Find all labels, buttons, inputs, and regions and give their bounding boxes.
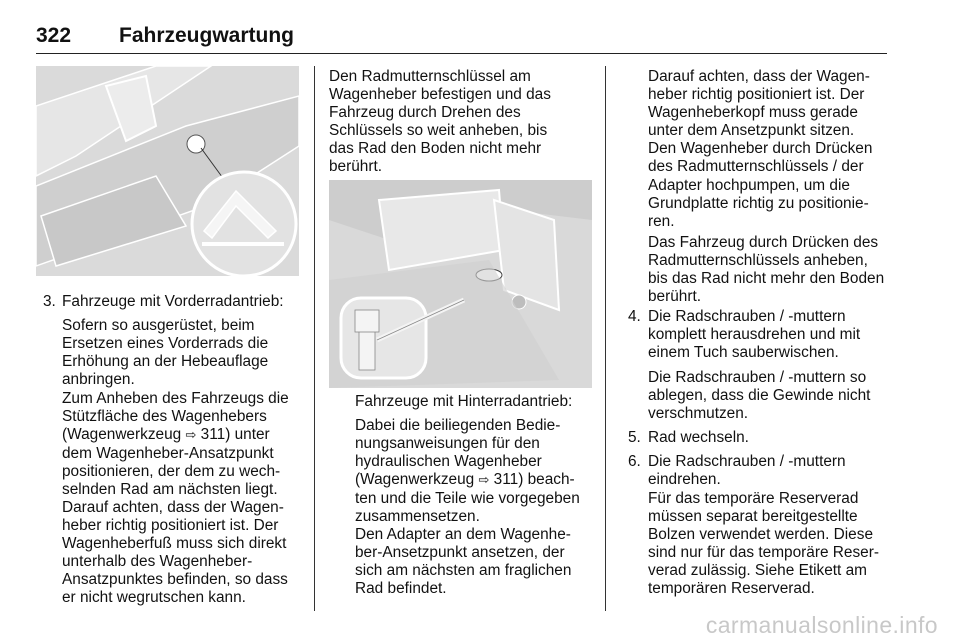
step-5-number: 5. bbox=[628, 429, 641, 446]
page-number: 322 bbox=[36, 24, 72, 47]
col1-paragraph-3: Darauf achten, dass der Wagen- heber richtig positioniert ist. Der Wagenheberfuß muss sich direkt unterhalb des Wagenheber- Ansatzpunktes befinden, so dass er nicht wegrutschen kann. bbox=[62, 499, 288, 607]
watermark: carmanualsonline.info bbox=[705, 612, 938, 638]
column-divider bbox=[314, 66, 315, 611]
step-3-title: Fahrzeuge mit Vorderradantrieb: bbox=[62, 293, 284, 310]
col1-paragraph-1: Sofern so ausgerüstet, beim Ersetzen eines Vorderrads die Erhöhung an der Hebeauflage anbringen. bbox=[62, 317, 269, 389]
step-3-number: 3. bbox=[43, 293, 56, 310]
step-4-text: Die Radschrauben / -muttern komplett herausdrehen und mit einem Tuch sauberwischen. bbox=[648, 308, 861, 362]
page-header bbox=[36, 20, 887, 54]
reference-arrow-icon: ⇨ bbox=[478, 473, 490, 489]
col1-paragraph-2: Zum Anheben des Fahrzeugs die Stützfläche des Wagenhebers (Wagenwerkzeug ⇨ 311) unter dem Wagenheber-Ansatzpunkt positionieren, der dem zu wech- selnden Rad am nächsten liegt. bbox=[62, 390, 289, 499]
chapter-title: Fahrzeugwartung bbox=[119, 24, 295, 47]
col3-paragraph-1: Darauf achten, dass der Wagen- heber richtig positioniert ist. Der Wagenheberkopf muss gerade unter dem Ansetzpunkt sitzen. Den Wagenheber durch Drücken des Radmutternschlüssels / der Adapter hochpumpen, um die Grundplatte richtig zu positionie- ren. bbox=[648, 68, 873, 230]
col2-paragraph-1: Den Radmutternschlüssel am Wagenheber befestigen und das Fahrzeug durch Drehen des Schlüssels so weit anheben, bis das Rad den Boden nicht mehr berührt. bbox=[329, 68, 551, 176]
col3-paragraph-2: Das Fahrzeug durch Drücken des Radmutternschlüssels anheben, bis das Rad nicht mehr den Boden berührt. bbox=[648, 234, 885, 306]
step-5-text: Rad wechseln. bbox=[648, 429, 749, 446]
jack-rear-illustration bbox=[329, 180, 592, 388]
col2-rear-drive-heading: Fahrzeuge mit Hinterradantrieb: bbox=[355, 393, 573, 410]
jack-front-illustration bbox=[36, 66, 299, 276]
col2-paragraph-4: Den Adapter an dem Wagenhe- ber-Ansetzpunkt ansetzen, der sich am nächsten am fraglichen Rad befindet. bbox=[355, 526, 572, 598]
step-6-note: Für das temporäre Reserverad müssen separat bereitgestellte Bolzen verwendet werden. Diese sind nur für das temporäre Reser- verad zulässig. Siehe Etikett am temporären Reserverad. bbox=[648, 490, 879, 598]
step-6-number: 6. bbox=[628, 453, 641, 470]
reference-arrow-icon: ⇨ bbox=[185, 428, 197, 444]
page-reference: 311 bbox=[493, 471, 519, 489]
step-4-note: Die Radschrauben / -muttern so ablegen, dass die Gewinde nicht verschmutzen. bbox=[648, 369, 871, 423]
step-6-text: Die Radschrauben / -muttern eindrehen. bbox=[648, 453, 846, 489]
col2-paragraph-3: Dabei die beiliegenden Bedie- nungsanweisungen für den hydraulischen Wagenheber (Wagenwerkzeug ⇨ 311) beach- ten und die Teile wie vorgegeben zusammensetzen. bbox=[355, 417, 580, 526]
step-4-number: 4. bbox=[628, 308, 641, 325]
page-reference: 311 bbox=[200, 426, 226, 444]
column-divider bbox=[605, 66, 606, 611]
